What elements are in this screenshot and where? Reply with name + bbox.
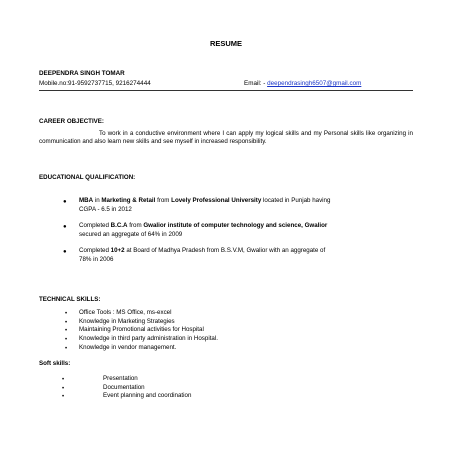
- resume-title: RESUME: [209, 39, 243, 48]
- education-item-bca: Completed B.C.A from Gwalior institute of computer technology and science, Gwalior: [79, 222, 328, 229]
- technical-skill-item: Knowledge in third party administration in Hospital.: [79, 335, 218, 342]
- email-label: Email: -: [244, 80, 266, 87]
- education-item-mba: MBA in Marketing & Retail from Lovely Professional University located in Punjab having: [79, 197, 331, 204]
- technical-skill-item: Knowledge in vendor management.: [79, 344, 177, 351]
- bullet-icon: ●: [63, 199, 67, 205]
- career-objective-heading: CAREER OBJECTIVE:: [39, 118, 104, 125]
- technical-skill-item: Knowledge in Marketing Strategies: [79, 318, 175, 325]
- education-item-mba-line2: CGPA - 6.5 in 2012: [79, 206, 132, 213]
- mobile-number: Mobile.no:91-9592737715, 9216274444: [39, 80, 151, 87]
- bullet-icon: ●: [63, 249, 67, 255]
- bullet-icon: •: [65, 320, 68, 326]
- technical-skills-heading: TECHNICAL SKILLS:: [39, 296, 101, 303]
- email-link[interactable]: deependrasingh6507@gmail.com: [267, 80, 362, 87]
- bullet-icon: •: [62, 386, 65, 392]
- soft-skill-item: Presentation: [103, 375, 138, 382]
- header-divider: [39, 90, 413, 91]
- soft-skill-item: Documentation: [103, 384, 145, 391]
- bullet-icon: •: [62, 377, 65, 383]
- bullet-icon: •: [62, 394, 65, 400]
- bullet-icon: •: [65, 328, 68, 334]
- bullet-icon: •: [65, 346, 68, 352]
- education-item-12th: Completed 10+2 at Board of Madhya Pradesh from B.S.V.M, Gwalior with an aggregate of: [79, 247, 326, 254]
- technical-skill-item: Maintaining Promotional activities for Hospital: [79, 326, 204, 333]
- career-objective-text: To work in a conductive environment where I can apply my logical skills and my Personal skills like organizing in communication and also learn new skills and see myself in increased responsibility.: [39, 130, 413, 146]
- bullet-icon: ●: [63, 224, 67, 230]
- bullet-icon: •: [65, 311, 68, 317]
- email-line: [244, 80, 361, 87]
- soft-skills-heading: Soft skills:: [39, 360, 71, 367]
- education-item-12th-line2: 78% in 2006: [79, 256, 114, 263]
- education-heading: EDUCATIONAL QUALIFICATION:: [39, 174, 136, 181]
- technical-skill-item: Office Tools : MS Office, ms-excel: [79, 309, 172, 316]
- bullet-icon: •: [65, 337, 68, 343]
- candidate-name: DEEPENDRA SINGH TOMAR: [39, 70, 125, 77]
- soft-skill-item: Event planning and coordination: [103, 392, 192, 399]
- education-item-bca-line2: secured an aggregate of 64% in 2009: [79, 231, 183, 238]
